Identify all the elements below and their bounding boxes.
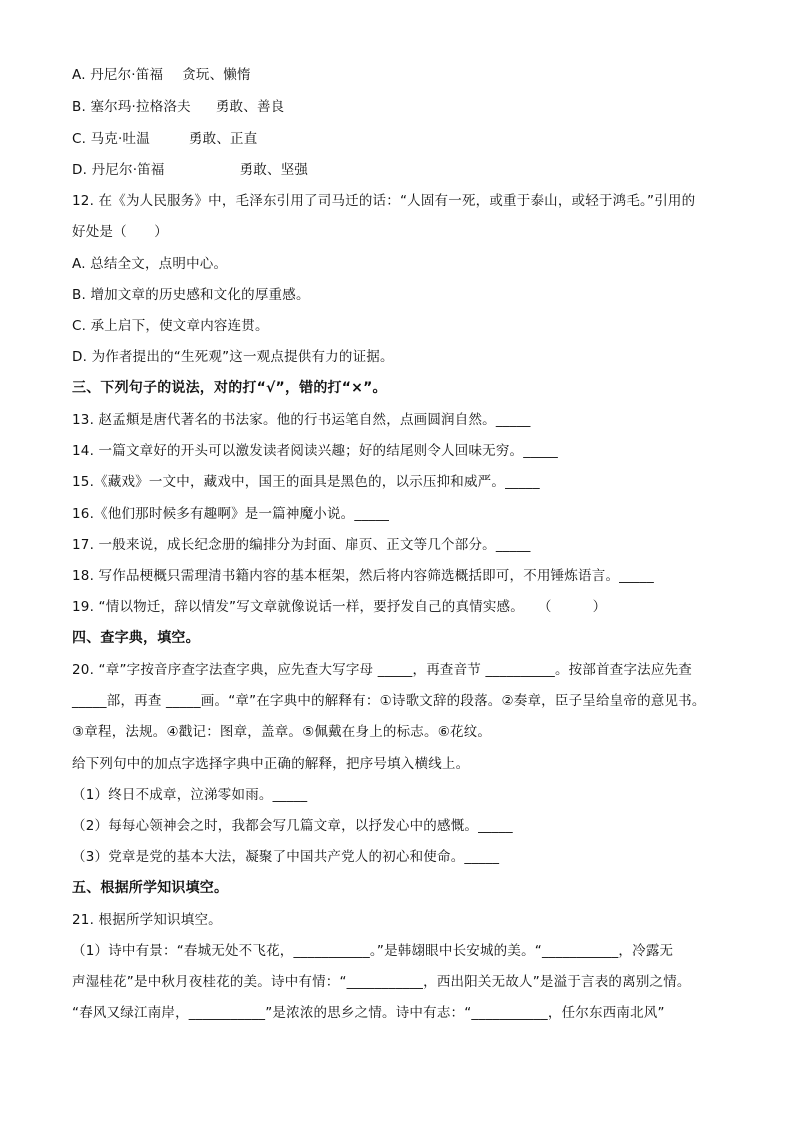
q12-option-a: A. 总结全文，点明中心。 xyxy=(72,256,228,272)
q12-option-d: D. 为作者提出的“生死观”这一观点提供有力的证据。 xyxy=(72,349,394,365)
q21-line2: 声湿桂花”是中秋月夜桂花的美。诗中有情：“___________，西出阳关无故人”是溢于言表的离别之情。 xyxy=(72,974,691,990)
q15: 15.《藏戏》一文中，藏戏中，国王的面具是黑色的，以示压抑和威严。_____ xyxy=(72,474,540,490)
q21-line1: （1）诗中有景：“春城无处不飞花，___________。”是韩翃眼中长安城的美。“___________，冷露无 xyxy=(72,943,674,959)
q13: 13. 赵孟頫是唐代著名的书法家。他的行书运笔自然，点画圆润自然。_____ xyxy=(72,412,531,428)
option-traits: 勇敢、善良 xyxy=(215,99,285,115)
section5-heading: 五、根据所学知识填空。 xyxy=(72,880,229,896)
option-q11-b xyxy=(72,98,284,116)
q12-stem-line1: 12. 在《为人民服务》中，毛泽东引用了司马迁的话：“人固有一死，或重于泰山，或轻于鸿毛。”引用的 xyxy=(72,193,696,209)
option-q11-c xyxy=(72,130,257,148)
q12-option-c: C. 承上启下，使文章内容连贯。 xyxy=(72,318,269,334)
option-name: 丹尼尔·笛福 xyxy=(90,67,164,83)
q20-instruction: 给下列句中的加点字选择字典中正确的解释，把序号填入横线上。 xyxy=(72,756,470,772)
q20-sub3: （3）党章是党的基本大法，凝聚了中国共产党人的初心和使命。_____ xyxy=(72,849,500,865)
option-name: 丹尼尔·笛福 xyxy=(91,162,165,178)
q16: 16.《他们那时候多有趣啊》是一篇神魔小说。_____ xyxy=(72,506,390,522)
option-letter: C. xyxy=(72,131,87,147)
option-q11-d xyxy=(72,161,308,179)
q20-sub2: （2）每每心领神会之时，我都会写几篇文章，以抒发心中的感慨。_____ xyxy=(72,818,513,834)
q20-line3: ③章程，法规。④戳记：图章，盖章。⑤佩戴在身上的标志。⑥花纹。 xyxy=(72,724,492,740)
option-letter: A. xyxy=(72,67,86,83)
q18: 18. 写作品梗概只需理清书籍内容的基本框架，然后将内容筛选概括即可，不用锤炼语言。_____ xyxy=(72,568,654,584)
option-name: 塞尔玛·拉格洛夫 xyxy=(90,99,191,115)
option-letter: B. xyxy=(72,99,86,115)
option-q11-a xyxy=(72,66,251,84)
section3-heading: 三、下列句子的说法，对的打“√”，错的打“×”。 xyxy=(72,380,387,396)
q12-stem-line2: 好处是（ ） xyxy=(72,224,168,240)
section4-heading: 四、查字典，填空。 xyxy=(72,630,200,646)
option-traits: 勇敢、坚强 xyxy=(239,162,309,178)
option-traits: 勇敢、正直 xyxy=(188,131,258,147)
q21-line3: “春风又绿江南岸，___________”是浓浓的思乡之情。诗中有志：“___________，任尔东西南北风” xyxy=(72,1005,665,1021)
q20-line2: _____部，再查 _____画。“章”在字典中的解释有：①诗歌文辞的段落。②奏章，臣子呈给皇帝的意见书。 xyxy=(72,693,706,709)
option-name: 马克·吐温 xyxy=(90,131,150,147)
q12-option-b: B. 增加文章的历史感和文化的厚重感。 xyxy=(72,287,310,303)
option-letter: D. xyxy=(72,162,88,178)
q21-stem: 21. 根据所学知识填空。 xyxy=(72,912,222,928)
q14: 14. 一篇文章好的开头可以激发读者阅读兴趣；好的结尾则令人回味无穷。_____ xyxy=(72,443,559,459)
q20-line1: 20. “章”字按音序查字法查字典，应先查大写字母 _____，再查音节 __________。按部首查字法应先查 xyxy=(72,662,692,678)
q19: 19. “情以物迁，辞以情发”写文章就像说话一样，要抒发自己的真情实感。 （ ） xyxy=(72,599,607,615)
q17: 17. 一般来说，成长纪念册的编排分为封面、扉页、正文等几个部分。_____ xyxy=(72,537,531,553)
q20-sub1: （1）终日不成章，泣涕零如雨。_____ xyxy=(72,787,308,803)
option-traits: 贪玩、懒惰 xyxy=(182,67,251,83)
